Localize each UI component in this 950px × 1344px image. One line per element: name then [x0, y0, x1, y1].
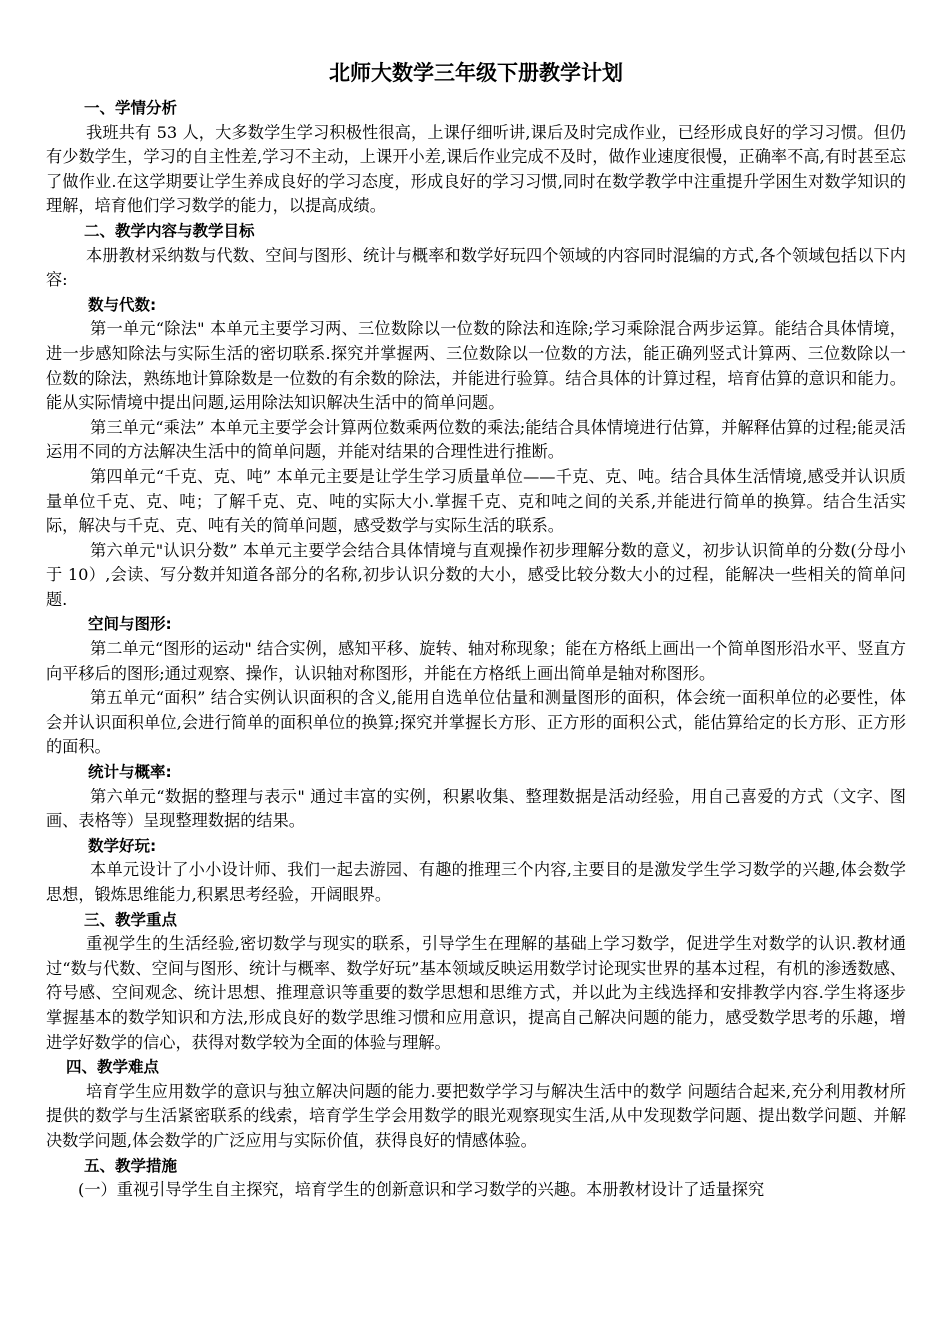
paragraph-unit2-motion: 第二单元“图形的运动" 结合实例，感知平移、旋转、轴对称现象；能在方格纸上画出一个简单图形沿水平、竖直方向平移后的图形;通过观察、操作，认识轴对称图形，并能在方格纸上画出简单是轴对称图形。: [46, 639, 906, 683]
subheading-numbers-algebra: 数与代数:: [88, 295, 157, 314]
paragraph-difficulties: 培育学生应用数学的意识与独立解决问题的能力.要把数学学习与解决生活中的数学 问题结合起来,充分利用教材所提供的数学与生活紧密联系的线索，培育学生学会用数学的眼光观察现实生活,从中发现数学问题、提出数学问题、并解决数学问题,体会数学的广泛应用与实际价值，获得良好的情感体验。: [46, 1081, 906, 1150]
subheading-fun-math: 数学好玩:: [88, 836, 157, 855]
paragraph-key-points: 重视学生的生活经验,密切数学与现实的联系，引导学生在理解的基础上学习数学，促进学生对数学的认识.教材通过“数与代数、空间与图形、统计与概率、数学好玩”基本领域反映运用数学讨论现实世界的基本过程，有机的渗透数感、符号感、空间观念、统计思想、推理意识等重要的数学思想和思维方式，并以此为主线选择和安排教学内容.学生将逐步掌握基本的数学知识和方法,形成良好的数学思维习惯和应用意识，提高自己解决问题的能力，感受数学思考的乐趣，增进学好数学的信心，获得对数学较为全面的体验与理解。: [46, 934, 906, 1052]
section-heading-measures: 五、教学措施: [84, 1156, 178, 1175]
paragraph-unit1-division: 第一单元“除法" 本单元主要学习两、三位数除以一位数的除法和连除;学习乘除混合两步运算。能结合具体情境，进一步感知除法与实际生活的密切联系.探究并掌握两、三位数除以一位数的方法，能正确列竖式计算两、三位数除以一位数的除法，熟练地计算除数是一位数的有余数的除法，并能进行验算。结合具体的计算过程，培育估算的意识和能力。能从实际情境中提出问题,运用除法知识解决生活中的简单问题。: [46, 319, 906, 413]
document-title: 北师大数学三年级下册教学计划: [329, 61, 623, 85]
section-heading-key-points: 三、教学重点: [84, 910, 178, 929]
paragraph-unit5-area: 第五单元“面积” 结合实例认识面积的含义,能用自选单位估量和测量图形的面积，体会统一面积单位的必要性，体会并认识面积单位,会进行简单的面积单位的换算;探究并掌握长方形、正方形的面积公式，能估算给定的长方形、正方形的面积。: [46, 688, 906, 757]
subheading-statistics: 统计与概率:: [88, 763, 172, 782]
paragraph-fun-math: 本单元设计了小小设计师、我们一起去游园、有趣的推理三个内容,主要目的是激发学生学习数学的兴趣,体会数学思想，锻炼思维能力,积累思考经验，开阔眼界。: [46, 860, 906, 904]
paragraph-content-intro: 本册教材采纳数与代数、空间与图形、统计与概率和数学好玩四个领域的内容同时混编的方式,各个领域包括以下内容:: [46, 245, 906, 290]
section-heading-learning-analysis: 一、学情分析: [84, 99, 178, 117]
section-heading-difficulties: 四、教学难点: [66, 1058, 160, 1077]
paragraph-learning-analysis: 我班共有 53 人，大多数学生学习积极性很高，上课仔细听讲,课后及时完成作业，已经形成良好的学习习惯。但仍有少数学生，学习的自主性差,学习不主动，上课开小差,课后作业完成不及时，做作业速度很慢，正确率不高,有时甚至忘了做作业.在这学期要让学生养成良好的学习态度，形成良好的学习习惯,同时在数学教学中注重提升学困生对数学知识的理解，培育他们学习数学的能力，以提高成绩。: [46, 122, 906, 216]
paragraph-unit6-data: 第六单元“数据的整理与表示" 通过丰富的实例，积累收集、整理数据是活动经验，用自己喜爱的方式（文字、图画、表格等）呈现整理数据的结果。: [46, 786, 906, 831]
section-heading-content-goals: 二、教学内容与教学目标: [84, 221, 255, 240]
paragraph-measures: (一）重视引导学生自主探究，培育学生的创新意识和学习数学的兴趣。本册教材设计了适量探究: [78, 1180, 765, 1200]
subheading-space-shapes: 空间与图形:: [88, 615, 172, 634]
paragraph-unit6-fractions: 第六单元"认识分数” 本单元主要学会结合具体情境与直观操作初步理解分数的意义，初步认识简单的分数(分母小于 10）,会读、写分数并知道各部分的名称,初步认识分数的大小，感受比较分数大小的过程，能解决一些相关的简单问题.: [46, 540, 906, 609]
paragraph-unit4-mass: 第四单元“千克、克、吨” 本单元主要是让学生学习质量单位——千克、克、吨。结合具体生活情境,感受并认识质量单位千克、克、吨；了解千克、克、吨的实际大小.掌握千克、克和吨之间的关系,并能进行简单的换算。结合生活实际，解决与千克、克、吨有关的简单问题，感受数学与实际生活的联系。: [46, 466, 906, 536]
paragraph-unit3-multiplication: 第三单元“乘法” 本单元主要学会计算两位数乘两位数的乘法;能结合具体情境进行估算，并解释估算的过程;能灵活运用不同的方法解决生活中的简单问题，并能对结果的合理性进行推断。: [46, 417, 906, 462]
